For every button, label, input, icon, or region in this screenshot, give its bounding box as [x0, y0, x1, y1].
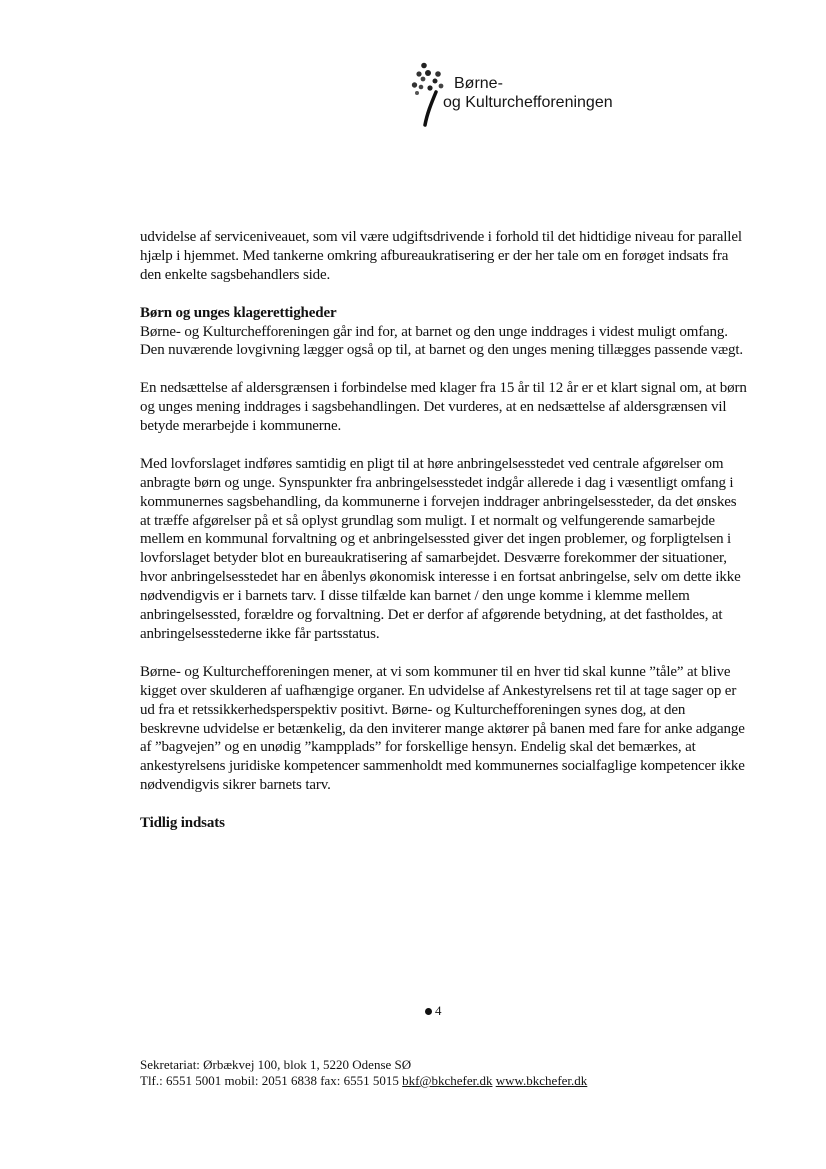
footer-contact: [140, 1057, 587, 1089]
paragraph-klage-3: Med lovforslaget indføres samtidig en pligt til at høre anbringelsesstedet ved centrale afgørelser om anbragte børn og unge. Synspunkter fra anbringelsesstedet indgår allerede i dag i væsentligt omfang i kommunernes sagsbehandling, da kommunerne i forvejen inddrager anbringelsessteder, da det ønskes at træffe afgørelser på et så oplyst grundlag som muligt. I et normalt og velfungerende samarbejde mellem en kommunal forvaltning og et anbringelsessted giver det ingen problemer, og forpligtelsen i lovforslaget betyder blot en bureaukratisering af samarbejdet. Desværre forekommer der situationer, hvor anbringelsesstedet har en åbenlys økonomisk interesse i en fortsat anbringelse, selv om dette ikke nødvendigvis er i barnets tarv. I disse tilfælde kan barnet / den unge komme i klemme mellem anbringelsessted, forældre og forvaltning. Det er derfor af afgørende betydning, at det fastholdes, at anbringelsesstederne ikke får partsstatus.: [140, 455, 741, 642]
bullet-icon: [425, 1008, 432, 1015]
organization-name-line1: Børne-: [454, 75, 503, 92]
website-link[interactable]: www.bkchefer.dk: [495, 1073, 588, 1088]
page-number-text: 4: [435, 1003, 442, 1018]
paragraph-klage-4: Børne- og Kulturchefforeningen mener, at vi som kommuner til en hver tid skal kunne ”tåle” at blive kigget over skulderen af uafhængige organer. En udvidelse af Ankestyrelsens ret til at tage sager op er ud fra et retssikkerhedsperspektiv positivt. Børne- og Kulturchefforeningen synes dog, at den beskrevne udvidelse er betænkelig, da den inviterer mange aktører på banen med fare for anke adgange af ”bagvejen” og en unødig ”kampplads” for forskellige hensyn. Endelig skal det bemærkes, at ankestyrelsens juridiske kompetencer sammenholdt med kommunernes socialfaglige kompetencer ikke nødvendigvis sikrer barnets tarv.: [140, 663, 745, 794]
organization-logo: [411, 62, 671, 132]
paragraph-klage-1: Børne- og Kulturchefforeningen går ind for, at barnet og den unge inddrages i videst muligt omfang. Den nuværende lovgivning lægger også op til, at barnet og den unges mening tillægges passende vægt.: [140, 323, 743, 359]
letter-body: [140, 228, 748, 833]
page-number: [425, 1003, 442, 1019]
organization-name: [443, 74, 613, 112]
paragraph-klage-2: En nedsættelse af aldersgrænsen i forbindelse med klager fra 15 år til 12 år er et klart signal om, at børn og unges mening inddrages i sagsbehandlingen. Det vurderes, at en nedsættelse af aldersgrænsen vil betyde merarbejde i kommunerne.: [140, 380, 747, 435]
section-heading-klagerettigheder: Børn og unges klagerettigheder: [140, 304, 337, 321]
section-heading-tidlig-indsats: Tidlig indsats: [140, 815, 225, 832]
paragraph-intro: udvidelse af serviceniveauet, som vil være udgiftsdrivende i forhold til det hidtidige niveau for parallel hjælp i hjemmet. Med tankerne omkring afbureaukratisering er der her tale om en forøget indsats fra den enkelte sagsbehandlers side.: [140, 229, 742, 283]
secretariat-address: Sekretariat: Ørbækvej 100, blok 1, 5220 Odense SØ: [140, 1057, 412, 1072]
organization-name-line2: og Kulturchefforeningen: [443, 94, 613, 111]
email-link[interactable]: bkf@bkchefer.dk: [402, 1073, 493, 1088]
contact-line: [140, 1073, 587, 1089]
phone-numbers: Tlf.: 6551 5001 mobil: 2051 6838 fax: 6551 5015: [140, 1073, 403, 1088]
